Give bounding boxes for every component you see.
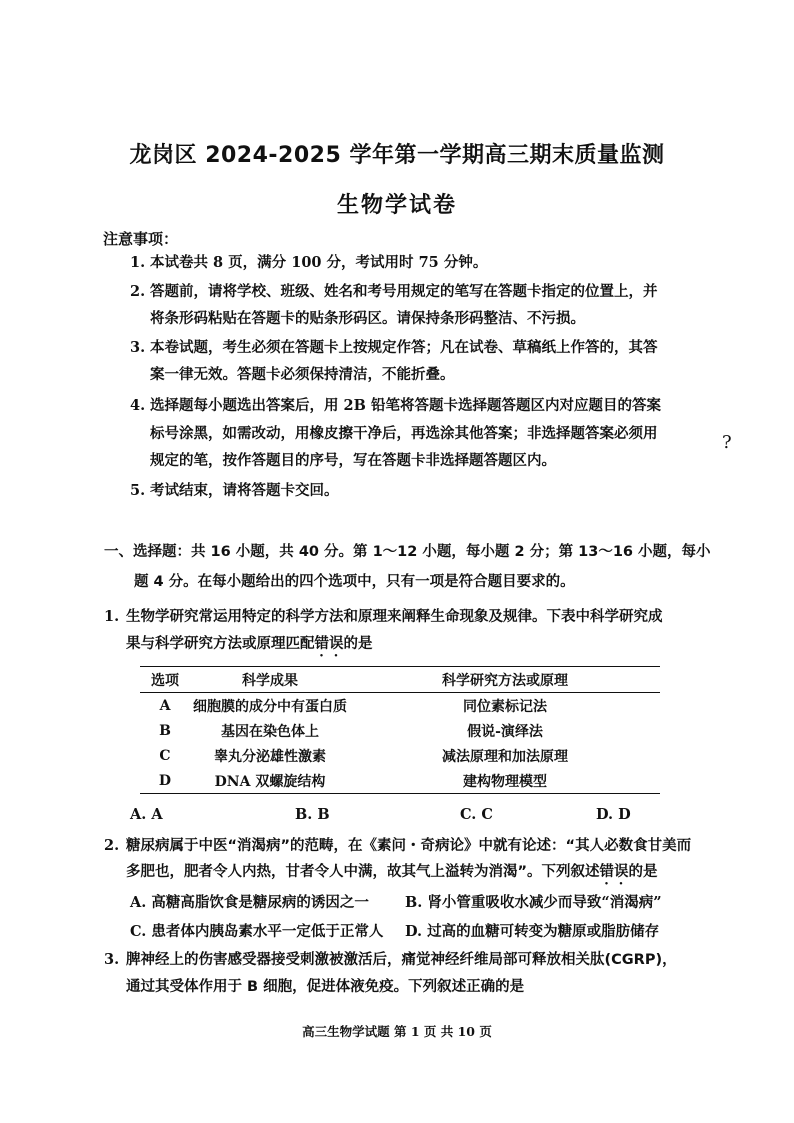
notice-item-3-number: 3. bbox=[130, 339, 146, 356]
q1-table-cell-method: 假说-演绎法 bbox=[467, 723, 543, 740]
notice-item-4-line-1: 选择题每小题选出答案后，用 2B 铅笔将答题卡选择题答题区内对应题目的答案 bbox=[150, 397, 661, 414]
q1-table-header-method: 科学研究方法或原理 bbox=[442, 672, 568, 689]
q1-option-c: C. C bbox=[460, 806, 493, 823]
q1-stem-line-1: 生物学研究常运用特定的科学方法和原理来阐释生命现象及规律。下表中科学研究成 bbox=[126, 609, 663, 625]
table-row bbox=[140, 743, 660, 768]
margin-mark: ? bbox=[722, 432, 732, 453]
q2-stem-line-1: 糖尿病属于中医“消渴病”的范畴，在《素问・奇病论》中就有论述：“其人必数食甘美而 bbox=[126, 838, 692, 854]
notice-item-3-line-1: 本卷试题，考生必须在答题卡上按规定作答；凡在试卷、草稿纸上作答的，其答 bbox=[150, 339, 658, 356]
q3-number: 3. bbox=[104, 951, 120, 968]
q1-table bbox=[140, 666, 660, 794]
q1-table-cell-achievement: DNA 双螺旋结构 bbox=[214, 773, 326, 790]
q2-option-d: D. 过高的血糖可转变为糖原或脂肪储存 bbox=[405, 923, 660, 940]
q2-option-a: A. 高糖高脂饮食是糖尿病的诱因之一 bbox=[130, 894, 369, 911]
notice-item-2-line-2: 将条形码粘贴在答题卡的贴条形码区。请保持条形码整洁、不污损。 bbox=[150, 310, 585, 327]
q1-table-header-row bbox=[140, 667, 660, 693]
q2-stem-line-2 bbox=[126, 862, 658, 888]
page-footer: 高三生物学试题 第 1 页 共 10 页 bbox=[302, 1024, 492, 1039]
notice-heading: 注意事项： bbox=[103, 230, 179, 248]
q1-table-cell-method: 建构物理模型 bbox=[463, 773, 547, 790]
q2-option-b: B. 肾小管重吸收水减少而导致“消渴病” bbox=[405, 894, 662, 911]
q2-option-c: C. 患者体内胰岛素水平一定低于正常人 bbox=[130, 923, 384, 940]
q1-option-b: B. B bbox=[295, 806, 330, 823]
q1-table-cell-achievement: 细胞膜的成分中有蛋白质 bbox=[193, 698, 347, 715]
q1-option-d: D. D bbox=[596, 806, 631, 823]
notice-item-5-number: 5. bbox=[130, 482, 146, 499]
notice-item-3-line-2: 案一律无效。答题卡必须保持清洁，不能折叠。 bbox=[150, 366, 455, 383]
notice-item-4-line-3: 规定的笔，按作答题目的序号，写在答题卡非选择题答题区内。 bbox=[150, 452, 556, 469]
q1-table-cell-option: D bbox=[158, 772, 172, 789]
q3-stem-line-2: 通过其受体作用于 B 细胞，促进体液免疫。下列叙述正确的是 bbox=[126, 979, 525, 995]
notice-item-2-number: 2. bbox=[130, 283, 146, 300]
section-1-line-2: 题 4 分。在每小题给出的四个选项中，只有一项是符合题目要求的。 bbox=[134, 574, 575, 590]
q2-emphasis-word: 错误 bbox=[599, 864, 629, 880]
notice-item-5-line-1: 考试结束，请将答题卡交回。 bbox=[150, 482, 339, 499]
notice-item-2-line-1: 答题前，请将学校、班级、姓名和考号用规定的笔写在答题卡指定的位置上，并 bbox=[150, 283, 658, 300]
q1-table-header-option: 选项 bbox=[151, 672, 179, 689]
exam-title: 龙岗区 2024-2025 学年第一学期高三期末质量监测 bbox=[129, 143, 665, 168]
q1-table-header-achievement: 科学成果 bbox=[242, 672, 298, 689]
q2-number: 2. bbox=[104, 837, 120, 854]
notice-item-4-number: 4. bbox=[130, 397, 146, 414]
q1-table-cell-method: 同位素标记法 bbox=[463, 698, 547, 715]
table-row bbox=[140, 693, 660, 719]
section-1-line-1: 一、选择题：共 16 小题，共 40 分。第 1～12 小题，每小题 2 分；第 13～16 小题，每小 bbox=[104, 544, 711, 560]
q3-stem-line-1: 脾神经上的伤害感受器接受刺激被激活后，痛觉神经纤维局部可释放相关肽(CGRP)， bbox=[126, 952, 677, 968]
q1-stem-line-2-a: 果与科学研究方法或原理匹配 bbox=[126, 636, 315, 652]
q1-table-cell-option: C bbox=[159, 747, 171, 764]
q1-table-cell-achievement: 基因在染色体上 bbox=[221, 723, 319, 740]
q1-emphasis-word: 错误 bbox=[314, 636, 344, 652]
q2-stem-line-2-b: 的是 bbox=[628, 864, 658, 880]
q1-stem-line-2 bbox=[126, 634, 373, 660]
table-row bbox=[140, 718, 660, 743]
q1-table-cell-achievement: 睾丸分泌雄性激素 bbox=[214, 748, 326, 765]
notice-item-1-number: 1. bbox=[130, 254, 146, 271]
q1-number: 1. bbox=[104, 608, 120, 625]
q1-option-a: A. A bbox=[130, 806, 163, 823]
table-row bbox=[140, 768, 660, 794]
exam-subtitle: 生物学试卷 bbox=[336, 193, 457, 218]
notice-item-1-line-1: 本试卷共 8 页，满分 100 分，考试用时 75 分钟。 bbox=[150, 254, 488, 271]
notice-item-4-line-2: 标号涂黑，如需改动，用橡皮擦干净后，再选涂其他答案；非选择题答案必须用 bbox=[150, 425, 658, 442]
q1-table-cell-option: B bbox=[159, 722, 171, 739]
q2-stem-line-2-a: 多肥也，肥者令人内热，甘者令人中满，故其气上溢转为消渴”。下列叙述 bbox=[126, 864, 600, 880]
q1-stem-line-2-b: 的是 bbox=[343, 636, 373, 652]
q1-table-cell-option: A bbox=[159, 697, 171, 714]
q1-table-cell-method: 减法原理和加法原理 bbox=[442, 748, 568, 765]
